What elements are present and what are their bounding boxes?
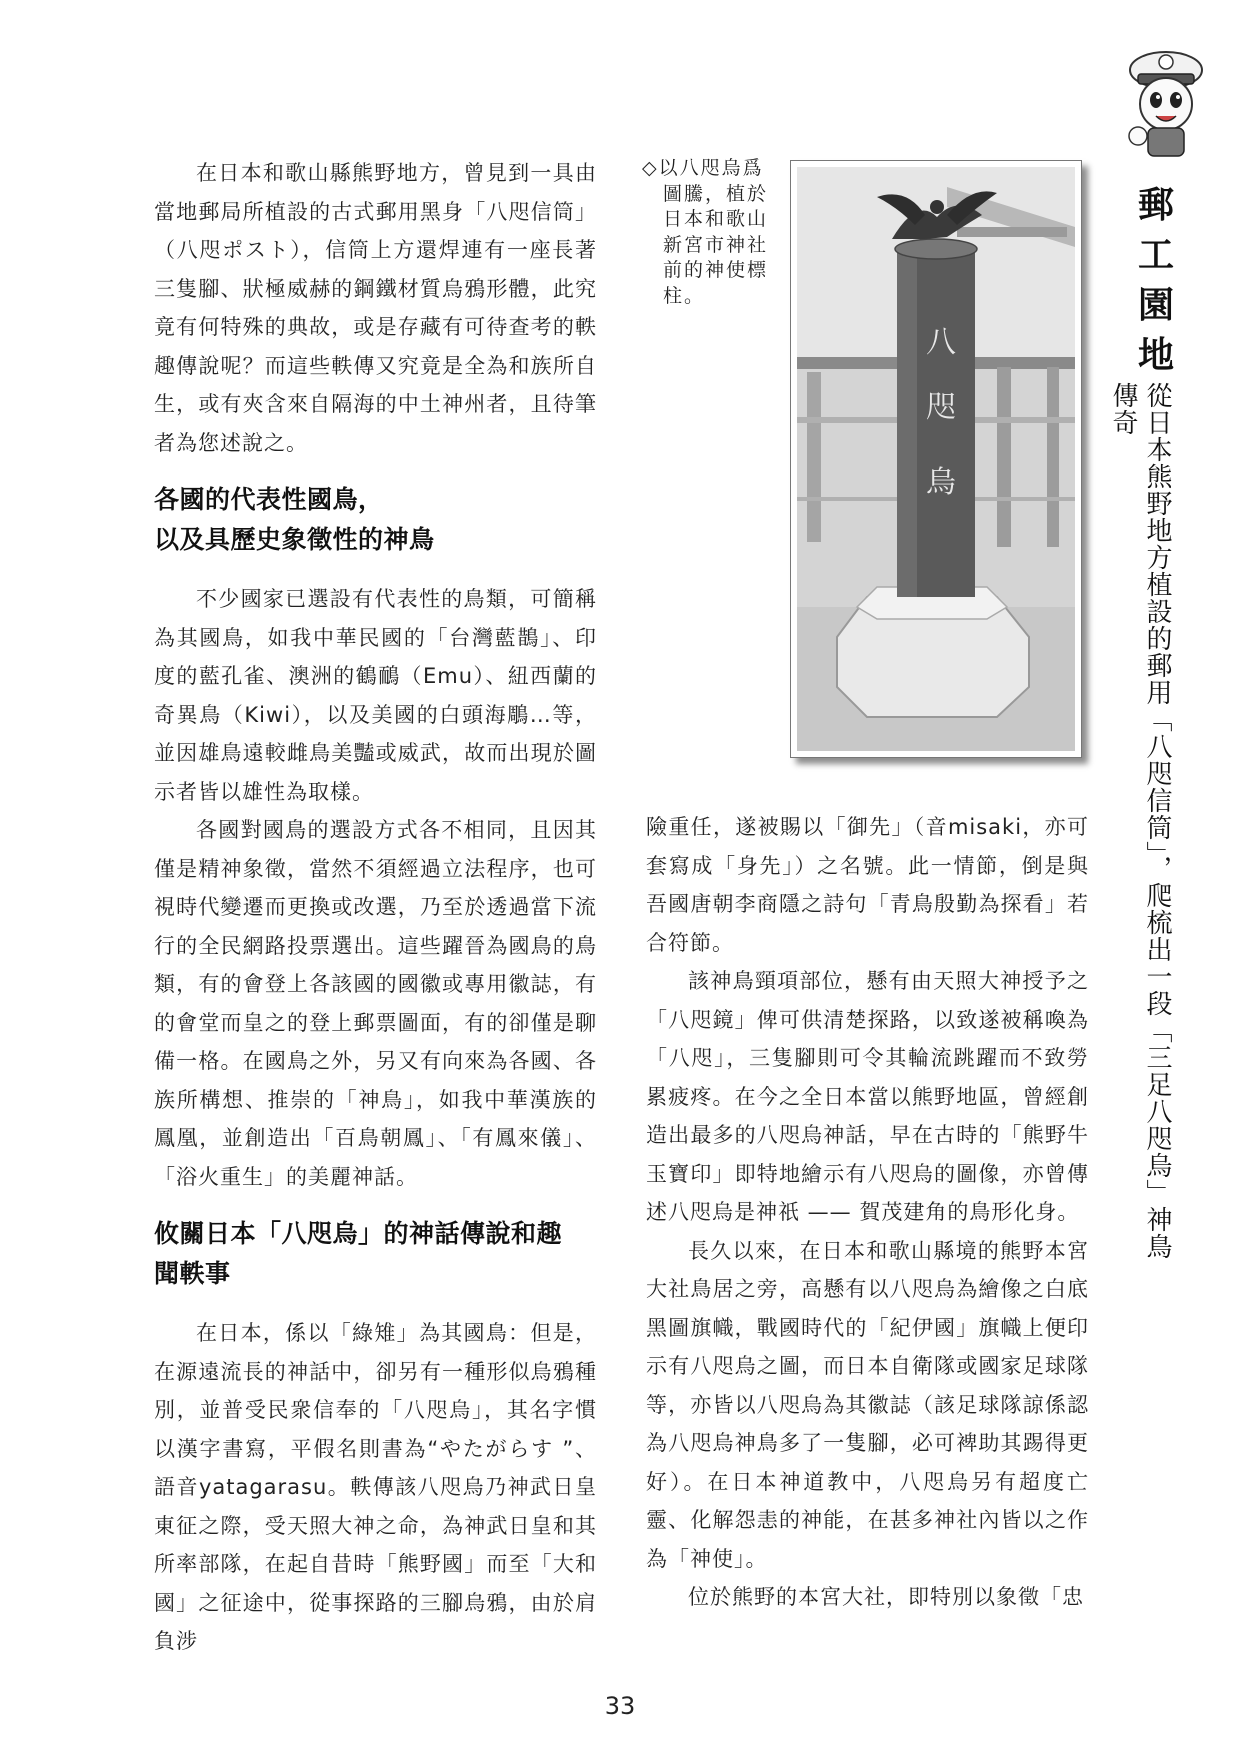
body-paragraph: 位於熊野的本宮大社，即特別以象徵「忠 bbox=[688, 1585, 1084, 1609]
heading-national-birds bbox=[154, 480, 597, 560]
heading-line: 聞軼事 bbox=[154, 1259, 231, 1288]
heading-line: 以及具歷史象徵性的神鳥 bbox=[154, 525, 435, 554]
intro-paragraph: 在日本和歌山縣熊野地方，曾見到一具由當地郵局所植設的古式郵用黑身「八咫信筒」（八咫ポスト），信筒上方還焊連有一座長著三隻腳、狀極威赫的鋼鐵材質烏鴉形體，此究竟有何特殊的典故，或是存藏有可待查考的軼趣傳說呢？而這些軼傳又究竟是全為和族所自生，或有夾含來自隔海的中土神州者，且待筆者為您述說之。 bbox=[154, 161, 597, 455]
body-paragraph: 長久以來，在日本和歌山縣境的熊野本宮大社鳥居之旁，高懸有以八咫烏為繪像之白底黑圖旗幟，戰國時代的「紀伊國」旗幟上便印示有八咫烏之圖，而日本自衛隊或國家足球隊等，亦皆以八咫烏為其徽誌（該足球隊諒係認為八咫烏神鳥多了一隻腳，必可裨助其踢得更好）。在日本神道教中，八咫烏另有超度亡靈、化解怨恚的神能，在甚多神社內皆以之作為「神使」。 bbox=[646, 1238, 1089, 1571]
heading-line: 各國的代表性國鳥， bbox=[154, 485, 384, 514]
postal-mascot-icon bbox=[1118, 40, 1208, 160]
section-title: 郵工園地 bbox=[1137, 184, 1174, 376]
page-number: 33 bbox=[604, 1692, 636, 1720]
body-paragraph: 在日本，係以「綠雉」為其國鳥：但是，在源遠流長的神話中，卻另有一種形似烏鴉種別，並普受民衆信奉的「八咫烏」，其名字慣以漢字書寫，平假名則書為“やたがらす ”、語音yatagarasu。軼傳該八咫烏乃神武日皇東征之際，受天照大神之命，為神武日皇和其所率部隊，在起自昔時「熊野國」而至「大和國」之征途中，從事探路的三腳烏鴉，由於肩負涉 bbox=[154, 1321, 597, 1653]
photo-caption: ◇以八咫烏爲 圖騰，植於 日本和歌山 新宮市神社 前的神使標 柱。 bbox=[642, 157, 769, 307]
right-column bbox=[646, 808, 1089, 1617]
body-paragraph: 不少國家已選設有代表性的鳥類，可簡稱為其國鳥，如我中華民國的「台灣藍鵲」、印度的藍孔雀、澳洲的鶴鴯（Emu）、紐西蘭的奇異鳥（Kiwi），以及美國的白頭海鵰…等，並因雄鳥遠較雌鳥美豔或威武，故而出現於圖示者皆以雄性為取樣。 bbox=[154, 587, 597, 804]
heading-line: 攸關日本「八咫烏」的神話傳說和趣 bbox=[154, 1219, 563, 1248]
heading-yatagarasu-myths bbox=[154, 1214, 597, 1294]
article-subtitle: 從日本熊野地方植設的郵用「八咫信筒」，爬梳出一段「三足八咫烏」神鳥傳奇 bbox=[1108, 382, 1172, 1260]
body-paragraph: 險重任，遂被賜以「御先」（音misaki，亦可套寫成「身先」）之名號。此一情節，倒是與吾國唐朝李商隱之詩句「青鳥殷勤為探看」若合符節。 bbox=[646, 815, 1089, 955]
shrine-scene-graphic bbox=[797, 167, 1075, 751]
left-column bbox=[154, 154, 597, 1661]
shrine-pillar-photo bbox=[797, 167, 1075, 751]
photo-frame bbox=[790, 160, 1082, 758]
pillar-char-1: 八 bbox=[926, 325, 956, 360]
body-paragraph: 該神鳥頸項部位，懸有由天照大神授予之「八咫鏡」俾可供清楚探路，以致遂被稱喚為「八咫」，三隻腳則可令其輪流跳躍而不致勞累疲疼。在今之全日本當以熊野地區，曾經創造出最多的八咫烏神話，早在古時的「熊野牛玉寶印」即特地繪示有八咫烏的圖像，亦曾傳述八咫烏是神祇 —— 賀茂建角的鳥形化身。 bbox=[646, 969, 1089, 1224]
pillar-char-3: 烏 bbox=[926, 465, 956, 500]
pillar-char-2: 咫 bbox=[926, 390, 956, 425]
body-paragraph: 各國對國鳥的選設方式各不相同，且因其僅是精神象徵，當然不須經過立法程序，也可視時代變遷而更換或改選，乃至於透過當下流行的全民網路投票選出。這些躍晉為國鳥的鳥類，有的會登上各該國的國徽或專用徽誌，有的會堂而皇之的登上郵票圖面，有的卻僅是聊備一格。在國鳥之外，另又有向來為各國、各族所構想、推崇的「神鳥」，如我中華漢族的鳳凰，並創造出「百鳥朝鳳」、「有鳳來儀」、「浴火重生」的美麗神話。 bbox=[154, 818, 597, 1189]
